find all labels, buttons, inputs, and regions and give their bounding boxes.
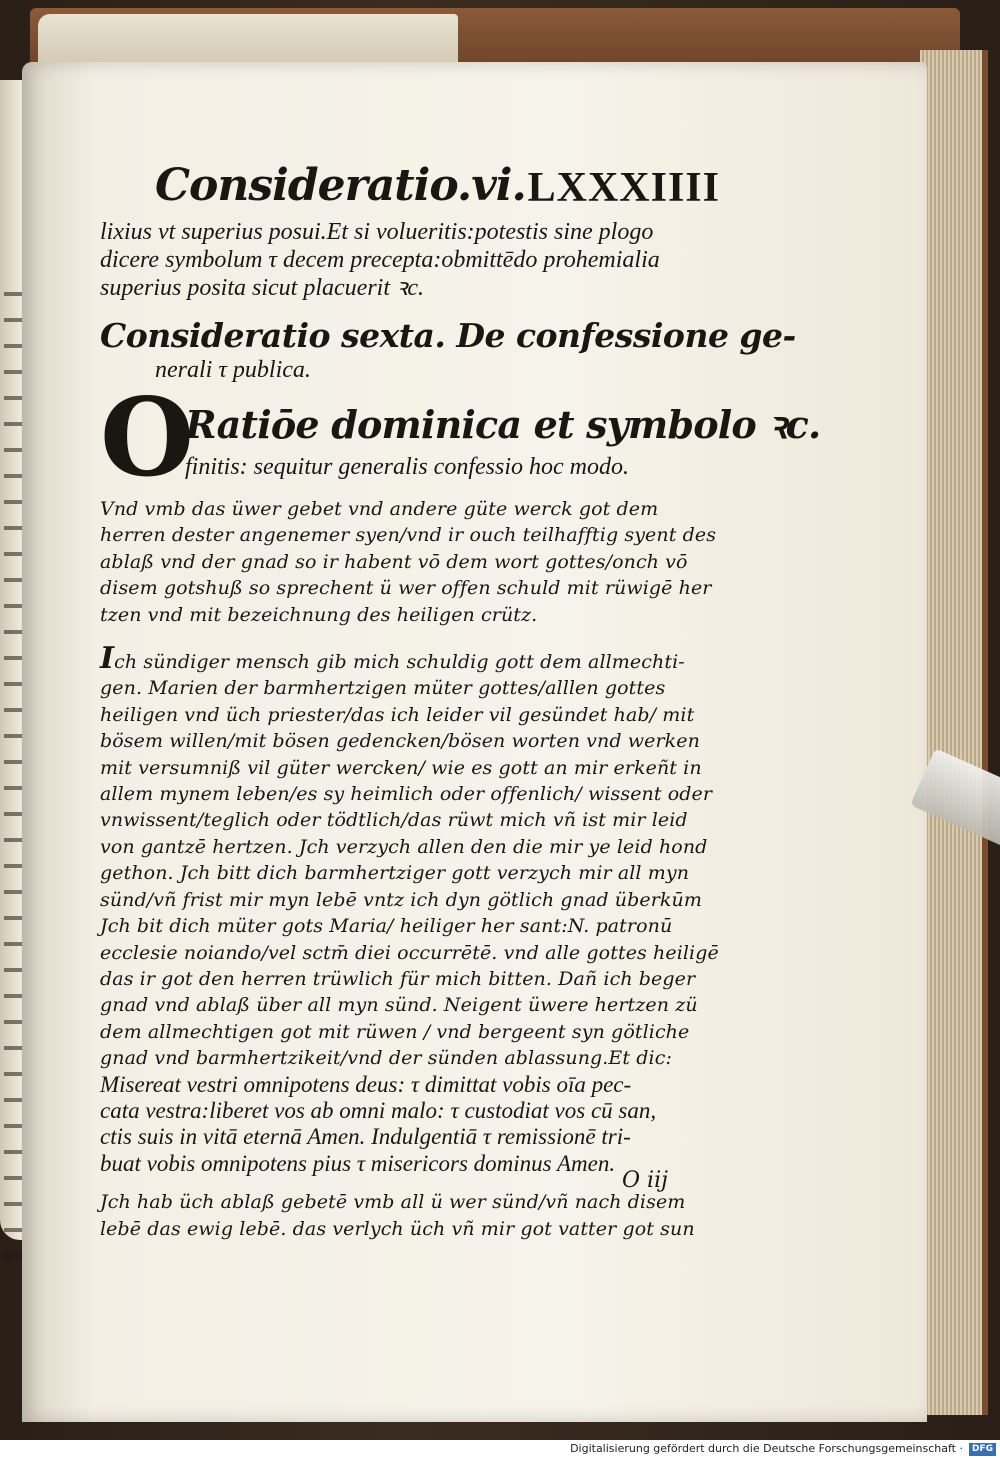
page-edges — [920, 50, 988, 1415]
digitization-footer — [0, 1440, 1000, 1458]
text-line: Jch hab üch ablaß gebetē vmb all ü wer sünd/vñ nach disem — [100, 1191, 686, 1214]
opening-line-continuation: finitis: sequitur generalis confessio hoc modo. — [185, 454, 629, 480]
text-line: das ir got den herren trüwlich für mich bitten. Dañ ich beger — [100, 967, 696, 990]
german-paragraph-2 — [100, 1189, 720, 1242]
text-line: allem mynem leben/es sy heimlich oder offenlich/ wissent oder — [100, 783, 713, 806]
drop-cap-initial: O — [100, 375, 195, 501]
text-line: gnad vnd barmhertzikeit/vnd der sünden ablassung.Et dic: — [100, 1047, 672, 1070]
intro-paragraph — [100, 218, 720, 302]
text-line: Jch bit dich müter gots Maria/ heiliger her sant:N. patronū — [100, 915, 673, 938]
text-block — [100, 160, 821, 1242]
text-line: buat vobis omnipotens pius τ misericors dominus Amen. — [100, 1150, 616, 1176]
text-line: lebē das ewig lebē. das verlych üch vñ mir got vatter got sun — [100, 1217, 695, 1240]
text-line: cata vestra:liberet vos ab omni malo: τ custodiat vos cū san, — [100, 1097, 657, 1123]
german-paragraph-1 — [100, 496, 720, 628]
section-heading: Consideratio sexta. De confessione ge- — [100, 316, 796, 355]
text-line: tzen vnd mit bezeichnung des heiligen crütz. — [100, 603, 538, 626]
text-line: herren dester angenemer syen/vnd ir ouch teilhafftig syent des — [100, 524, 717, 547]
text-line: ablaß vnd der gnad so ir habent vō dem wort gottes/onch vō — [100, 550, 688, 573]
text-line: disem gotshuß so sprechent ü wer offen schuld mit rüwigē her — [100, 577, 712, 600]
text-line: gnad vnd ablaß über all myn sünd. Neigent üwere hertzen zü — [100, 994, 698, 1017]
text-line: Ich sündiger mensch gib mich schuldig gott dem allmechti- — [100, 641, 685, 677]
text-line: dem allmechtigen got mit rüwen / vnd bergeent syn götliche — [100, 1020, 690, 1043]
text-line: ctis suis in vitā eternā Amen. Indulgentiā τ remissionē tri- — [100, 1124, 631, 1150]
folio-number: LXXXIIII — [527, 165, 720, 211]
opening-line: Ratiōe dominica et symbolo ꝛc. — [185, 402, 821, 447]
text-line: vnwissent/teglich oder tödtlich/das rüwt mich vñ ist mir leid — [100, 809, 688, 832]
latin-absolution — [100, 1072, 720, 1178]
confession-paragraph — [100, 641, 720, 1072]
decorated-opening — [100, 375, 821, 501]
text-line: dicere symbolum τ decem precepta:obmittēdo prohemialia — [100, 247, 660, 273]
text-line: Vnd vmb das üwer gebet vnd andere güte werck got dem — [100, 498, 659, 520]
dfg-logo: DFG — [969, 1443, 996, 1456]
text-line: von gantzē hertzen. Jch verzych allen den die mir ye leid hond — [100, 835, 708, 858]
text-line: superius posita sicut placuerit ꝛc. — [100, 275, 425, 301]
section-heading-continuation: nerali τ publica. — [155, 357, 311, 383]
running-title: Consideratio.vi. — [155, 160, 526, 211]
text-line: mit versumniß vil güter wercken/ wie es gott an mir erkeñt in — [100, 756, 702, 779]
paragraph-initial: I — [100, 641, 115, 677]
text-line: lixius vt superius posui.Et si volueritis:potestis sine plogo — [100, 219, 654, 245]
text-line: ecclesie noiando/vel sctm̄ diei occurrētē. vnd alle gottes heiligē — [100, 941, 719, 964]
text-line: Misereat vestri omnipotens deus: τ dimittat vobis oīa pec- — [100, 1071, 632, 1097]
text-line: heiligen vnd üch priester/das ich leider vil gesündet hab/ mit — [100, 703, 695, 726]
page-header — [100, 160, 720, 218]
footer-credit: Digitalisierung gefördert durch die Deutsche Forschungsgemeinschaft · — [570, 1442, 963, 1455]
text-line: sünd/vñ frist mir myn lebē vntz ich dyn götlich gnad überkūm — [100, 888, 702, 911]
signature-mark: O iij — [622, 1168, 668, 1193]
text-line: gen. Marien der barmhertzigen müter gottes/alllen gottes — [100, 677, 666, 700]
text-line: bösem willen/mit bösen gedencken/bösen worten vnd werken — [100, 730, 700, 753]
text-line: gethon. Jch bitt dich barmhertziger gott verzych mir all myn — [100, 862, 690, 885]
